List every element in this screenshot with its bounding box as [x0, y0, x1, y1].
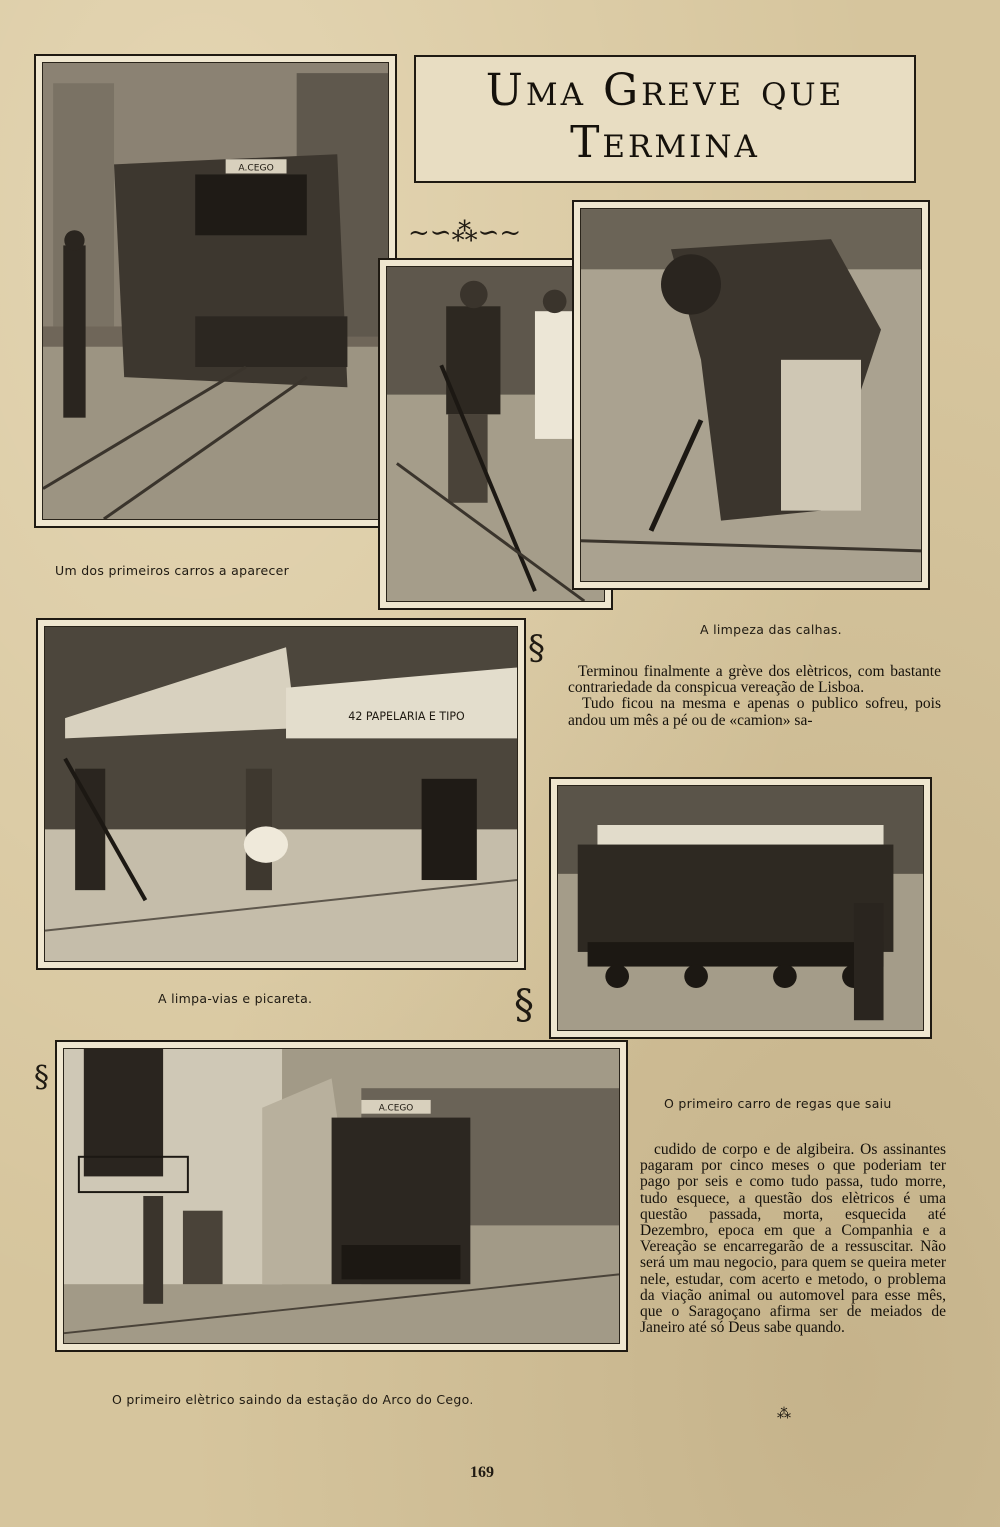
tram-sign-2: A.CEGO — [378, 1103, 414, 1114]
article-paragraph-2: Tudo ficou na mesma e apenas o publico sofreu, pois andou um mês a pé ou de «camion» sa- — [568, 695, 941, 729]
ornament-side: § — [34, 1060, 49, 1095]
ornament-flourish: ~∽⁂∽~ — [408, 218, 522, 248]
photo-cleaning-rails — [572, 200, 930, 590]
shop-sign: 42 PAPELARIA E TIPO — [348, 710, 465, 724]
caption-photo-5: O primeiro carro de regas que saiu — [664, 1096, 892, 1111]
photo-tram-station-image — [63, 1048, 620, 1344]
photo-tram-first — [34, 54, 397, 528]
page-title-line-1: Uma Greve que — [485, 65, 845, 116]
end-mark: ⁂ — [777, 1406, 793, 1422]
ornament-vertical-1: § — [528, 628, 545, 668]
title-box — [414, 55, 916, 183]
tram-sign-1: A.CEGO — [238, 163, 274, 174]
caption-photo-1: Um dos primeiros carros a aparecer — [55, 563, 290, 578]
photo-crowded-tram — [549, 777, 932, 1039]
page-title-line-2: Termina — [570, 117, 760, 168]
caption-photo-4: A limpa-vias e picareta. — [158, 991, 313, 1006]
ornament-vertical-2: § — [514, 982, 534, 1028]
photo-cleaning-rails-image — [580, 208, 922, 582]
photo-street-sweeping-image — [44, 626, 518, 962]
article-paragraph-3: cudido de corpo e de algibeira. Os assinantes pagaram por cinco meses o que poderiam ter pago por seis e como tudo passa, tudo morre, tudo esquece, a questão dos elètricos é uma questão passada, morta, esquecida até Dezembro, epoca em que a Companhia e a Vereação se encarregarão de a ressuscitar. Não será um mau negocio, para quem se queira meter nele, estudar, com acerto e metodo, o problema da viação animal ou automovel para esse mês, que o Saragoçano afirma ser de meiados de Janeiro até só Deus sabe quando. — [640, 1141, 946, 1337]
photo-street-sweeping — [36, 618, 526, 970]
photo-crowded-tram-image — [557, 785, 924, 1031]
page-number: 169 — [470, 1464, 494, 1481]
caption-photo-3: A limpeza das calhas. — [700, 622, 842, 637]
photo-tram-station — [55, 1040, 628, 1352]
article-paragraph-1: Terminou finalmente a grève dos elètricos, com bastante contrariedade da conspicua vereação de Lisboa. — [568, 663, 941, 697]
photo-tram-first-image — [42, 62, 389, 520]
article-text-bottom — [640, 1142, 946, 1336]
caption-photo-6: O primeiro elètrico saindo da estação do Arco do Cego. — [112, 1392, 474, 1407]
article-text-top — [568, 664, 941, 729]
